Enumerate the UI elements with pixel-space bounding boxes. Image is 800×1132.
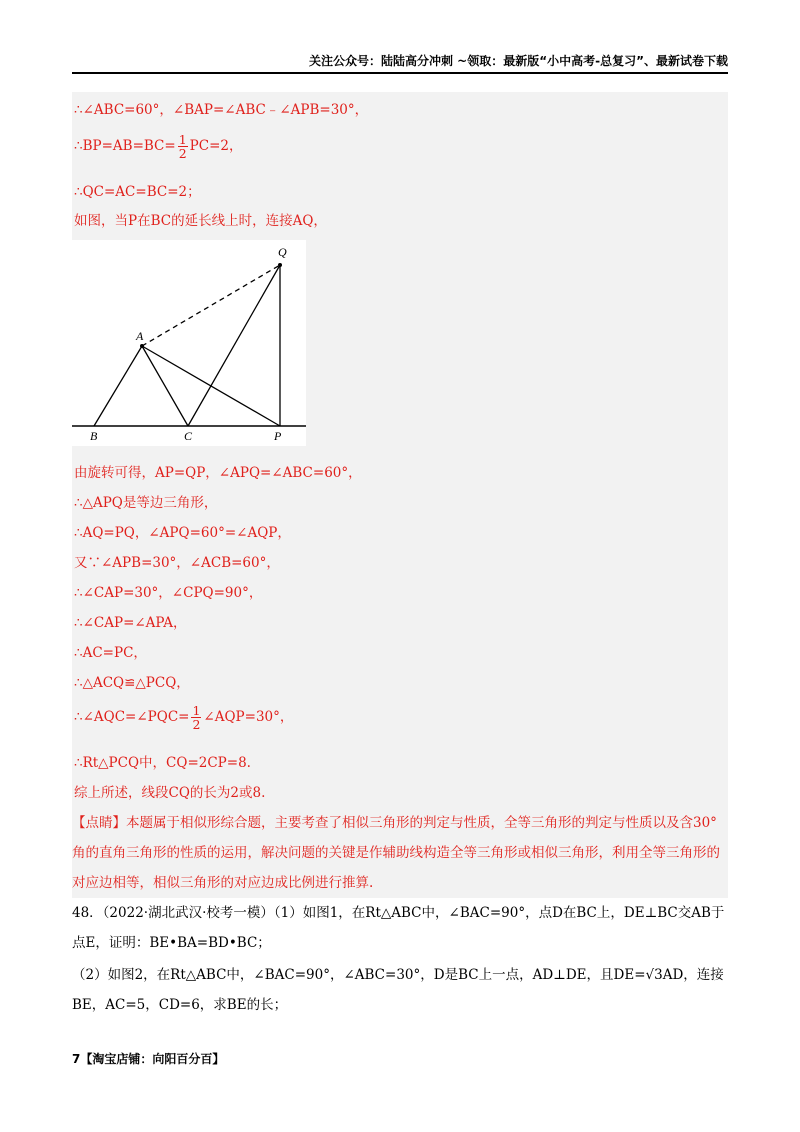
solution-line-13 (74, 704, 293, 731)
segment-ba (94, 346, 142, 426)
fraction-half (178, 133, 188, 160)
point-a (140, 344, 144, 348)
segment-aq-dashed (142, 265, 280, 346)
solution-line-15: 综上所述，线段CQ的长为2或8. (74, 785, 266, 801)
label-c: C (184, 429, 193, 443)
geometry-figure (72, 240, 306, 446)
key-point-comment: 【点睛】本题属于相似形综合题，主要考查了相似三角形的判定与性质，全等三角形的判定与性质以及含30°角的直角三角形的性质的运用，解决问题的关键是作辅助线构造全等三角形或相似三角形，利用全等三角形的对应边相等，相似三角形的对应边成比例进行推算. (72, 815, 720, 891)
page-header: 关注公众号：陆陆高分冲刺 ~领取：最新版“小中高考-总复习”、最新试卷下载 (309, 54, 728, 68)
solution-line-4: 如图，当P在BC的延长线上时，连接AQ， (74, 213, 327, 229)
label-p: P (274, 429, 282, 443)
solution-line-7: ∴AQ=PQ，∠APQ=60°=∠AQP， (74, 525, 291, 541)
header-rule (72, 72, 728, 74)
solution-line-3: ∴QC=AC=BC=2； (74, 184, 201, 200)
solution-line-9: ∴∠CAP=30°，∠CPQ=90°， (74, 585, 263, 601)
label-a: A (136, 329, 144, 343)
problem-48-part1: 48．（2022·湖北武汉·校考一模）（1）如图1，在Rt△ABC中，∠BAC=90°，点D在BC上，DE⊥BC交AB于点E，证明：BE•BA=BD•BC； (72, 905, 725, 951)
fraction-numerator: 1 (178, 132, 187, 147)
solution-line-2-pre: ∴BP=AB=BC= (74, 138, 176, 155)
solution-line-12: ∴△ACQ≌△PCQ， (74, 675, 190, 691)
figure-svg (72, 240, 306, 446)
segment-cq (188, 265, 280, 426)
page-footer: 7【淘宝店铺：向阳百分百】 (72, 1052, 225, 1066)
solution-line-5: 由旋转可得，AP=QP，∠APQ=∠ABC=60°， (74, 465, 362, 481)
label-b: B (90, 429, 98, 443)
solution-line-13-pre: ∴∠AQC=∠PQC= (74, 709, 190, 726)
solution-line-8: 又∵∠APB=30°，∠ACB=60°， (74, 555, 280, 571)
problem-48-part2: （2）如图2，在Rt△ABC中，∠BAC=90°，∠ABC=30°，D是BC上一点，AD⊥DE，且DE=√3AD，连接BE，AC=5，CD=6，求BE的长； (72, 967, 724, 1013)
solution-line-2-post: PC=2， (189, 138, 243, 155)
segment-ac (142, 346, 188, 426)
solution-line-6: ∴△APQ是等边三角形， (74, 495, 218, 511)
fraction-numerator-2: 1 (192, 703, 201, 718)
label-q: Q (278, 245, 287, 259)
fraction-denominator-2: 2 (192, 717, 201, 733)
solution-line-11: ∴AC=PC， (74, 645, 147, 661)
point-q (278, 263, 282, 267)
fraction-denominator: 2 (178, 146, 187, 162)
solution-line-2 (74, 133, 242, 160)
solution-line-10: ∴∠CAP=∠APA， (74, 615, 187, 631)
solution-line-14: ∴Rt△PCQ中，CQ=2CP=8. (74, 755, 251, 771)
solution-line-13-post: ∠AQP=30°， (203, 709, 294, 726)
solution-line-1: ∴∠ABC=60°，∠BAP=∠ABC﹣∠APB=30°， (74, 102, 369, 118)
fraction-half-2 (191, 704, 201, 731)
